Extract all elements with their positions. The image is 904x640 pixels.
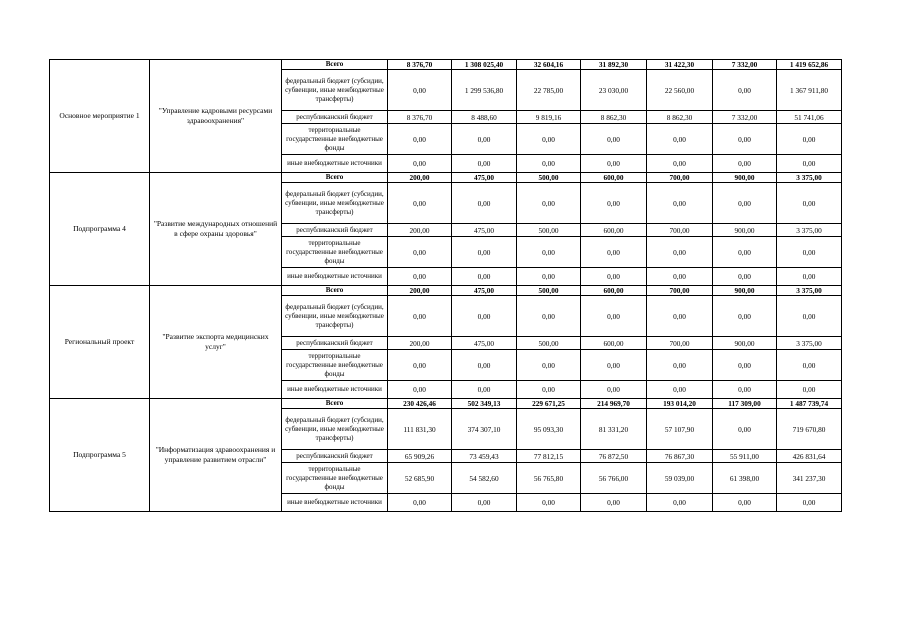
amount-cell: 700,00 bbox=[647, 286, 713, 296]
amount-cell: 0,00 bbox=[452, 268, 517, 286]
amount-cell: 900,00 bbox=[713, 337, 777, 350]
funding-source-cell: Всего bbox=[282, 399, 388, 409]
amount-cell: 7 332,00 bbox=[713, 60, 777, 70]
amount-cell: 600,00 bbox=[581, 224, 647, 237]
amount-cell: 0,00 bbox=[647, 381, 713, 399]
amount-cell: 0,00 bbox=[647, 494, 713, 512]
amount-cell: 0,00 bbox=[713, 183, 777, 224]
amount-cell: 0,00 bbox=[517, 124, 581, 155]
amount-cell: 0,00 bbox=[388, 155, 452, 173]
total-amount-cell: 0,00 bbox=[777, 237, 842, 268]
amount-cell: 0,00 bbox=[452, 350, 517, 381]
amount-cell: 230 426,46 bbox=[388, 399, 452, 409]
amount-cell: 0,00 bbox=[388, 124, 452, 155]
amount-cell: 0,00 bbox=[581, 183, 647, 224]
total-amount-cell: 3 375,00 bbox=[777, 337, 842, 350]
total-amount-cell: 1 487 739,74 bbox=[777, 399, 842, 409]
table-row-total bbox=[50, 173, 842, 183]
amount-cell: 0,00 bbox=[647, 350, 713, 381]
amount-cell: 214 969,70 bbox=[581, 399, 647, 409]
amount-cell: 500,00 bbox=[517, 337, 581, 350]
amount-cell: 59 039,00 bbox=[647, 463, 713, 494]
amount-cell: 0,00 bbox=[517, 237, 581, 268]
program-name-cell: "Развитие международных отношений в сфере охраны здоровья" bbox=[150, 173, 282, 286]
amount-cell: 0,00 bbox=[388, 296, 452, 337]
total-amount-cell: 1 367 911,80 bbox=[777, 70, 842, 111]
amount-cell: 0,00 bbox=[388, 381, 452, 399]
amount-cell: 56 766,00 bbox=[581, 463, 647, 494]
amount-cell: 0,00 bbox=[581, 124, 647, 155]
funding-source-cell: иные внебюджетные источники bbox=[282, 155, 388, 173]
total-amount-cell: 341 237,30 bbox=[777, 463, 842, 494]
amount-cell: 0,00 bbox=[388, 70, 452, 111]
total-amount-cell: 0,00 bbox=[777, 155, 842, 173]
funding-source-cell: республиканский бюджет bbox=[282, 224, 388, 237]
total-amount-cell: 0,00 bbox=[777, 350, 842, 381]
amount-cell: 502 349,13 bbox=[452, 399, 517, 409]
amount-cell: 0,00 bbox=[713, 237, 777, 268]
amount-cell: 700,00 bbox=[647, 337, 713, 350]
amount-cell: 0,00 bbox=[713, 350, 777, 381]
total-amount-cell: 3 375,00 bbox=[777, 286, 842, 296]
funding-table-body bbox=[50, 60, 842, 512]
amount-cell: 0,00 bbox=[713, 268, 777, 286]
amount-cell: 54 582,60 bbox=[452, 463, 517, 494]
amount-cell: 77 812,15 bbox=[517, 450, 581, 463]
program-name-cell: "Развитие экспорта медицинских услуг" bbox=[150, 286, 282, 399]
program-level-cell: Основное мероприятие 1 bbox=[50, 60, 150, 173]
amount-cell: 8 488,60 bbox=[452, 111, 517, 124]
funding-source-cell: республиканский бюджет bbox=[282, 111, 388, 124]
amount-cell: 0,00 bbox=[452, 296, 517, 337]
amount-cell: 600,00 bbox=[581, 286, 647, 296]
total-amount-cell: 3 375,00 bbox=[777, 224, 842, 237]
amount-cell: 55 911,00 bbox=[713, 450, 777, 463]
amount-cell: 52 685,90 bbox=[388, 463, 452, 494]
amount-cell: 200,00 bbox=[388, 286, 452, 296]
amount-cell: 1 299 536,80 bbox=[452, 70, 517, 111]
amount-cell: 229 671,25 bbox=[517, 399, 581, 409]
amount-cell: 0,00 bbox=[713, 124, 777, 155]
total-amount-cell: 719 670,80 bbox=[777, 409, 842, 450]
total-amount-cell: 0,00 bbox=[777, 296, 842, 337]
amount-cell: 111 831,30 bbox=[388, 409, 452, 450]
program-level-cell: Подпрограмма 4 bbox=[50, 173, 150, 286]
amount-cell: 31 892,30 bbox=[581, 60, 647, 70]
funding-source-cell: территориальные государственные внебюджетные фонды bbox=[282, 124, 388, 155]
amount-cell: 117 309,00 bbox=[713, 399, 777, 409]
amount-cell: 8 862,30 bbox=[647, 111, 713, 124]
total-amount-cell: 3 375,00 bbox=[777, 173, 842, 183]
total-amount-cell: 0,00 bbox=[777, 381, 842, 399]
amount-cell: 0,00 bbox=[647, 237, 713, 268]
amount-cell: 0,00 bbox=[581, 296, 647, 337]
amount-cell: 61 398,00 bbox=[713, 463, 777, 494]
amount-cell: 0,00 bbox=[388, 183, 452, 224]
funding-source-cell: Всего bbox=[282, 286, 388, 296]
amount-cell: 700,00 bbox=[647, 173, 713, 183]
amount-cell: 0,00 bbox=[713, 409, 777, 450]
amount-cell: 7 332,00 bbox=[713, 111, 777, 124]
program-level-cell: Региональный проект bbox=[50, 286, 150, 399]
total-amount-cell: 0,00 bbox=[777, 494, 842, 512]
amount-cell: 22 785,00 bbox=[517, 70, 581, 111]
amount-cell: 600,00 bbox=[581, 173, 647, 183]
amount-cell: 700,00 bbox=[647, 224, 713, 237]
amount-cell: 32 604,16 bbox=[517, 60, 581, 70]
amount-cell: 500,00 bbox=[517, 173, 581, 183]
funding-source-cell: иные внебюджетные источники bbox=[282, 494, 388, 512]
amount-cell: 57 107,90 bbox=[647, 409, 713, 450]
amount-cell: 0,00 bbox=[647, 124, 713, 155]
total-amount-cell: 51 741,06 bbox=[777, 111, 842, 124]
amount-cell: 0,00 bbox=[388, 268, 452, 286]
amount-cell: 0,00 bbox=[517, 183, 581, 224]
amount-cell: 475,00 bbox=[452, 286, 517, 296]
amount-cell: 0,00 bbox=[452, 494, 517, 512]
amount-cell: 200,00 bbox=[388, 173, 452, 183]
funding-table bbox=[49, 59, 842, 512]
amount-cell: 0,00 bbox=[581, 381, 647, 399]
amount-cell: 31 422,30 bbox=[647, 60, 713, 70]
total-amount-cell: 0,00 bbox=[777, 183, 842, 224]
amount-cell: 0,00 bbox=[713, 70, 777, 111]
program-name-cell: "Управление кадровыми ресурсами здравоохранения" bbox=[150, 60, 282, 173]
amount-cell: 0,00 bbox=[581, 155, 647, 173]
amount-cell: 23 030,00 bbox=[581, 70, 647, 111]
amount-cell: 900,00 bbox=[713, 173, 777, 183]
amount-cell: 0,00 bbox=[581, 350, 647, 381]
amount-cell: 0,00 bbox=[517, 381, 581, 399]
amount-cell: 0,00 bbox=[452, 183, 517, 224]
funding-source-cell: территориальные государственные внебюджетные фонды bbox=[282, 463, 388, 494]
amount-cell: 0,00 bbox=[517, 350, 581, 381]
amount-cell: 475,00 bbox=[452, 224, 517, 237]
amount-cell: 0,00 bbox=[713, 494, 777, 512]
amount-cell: 0,00 bbox=[647, 268, 713, 286]
funding-source-cell: республиканский бюджет bbox=[282, 450, 388, 463]
table-row-total bbox=[50, 399, 842, 409]
total-amount-cell: 0,00 bbox=[777, 124, 842, 155]
amount-cell: 0,00 bbox=[452, 155, 517, 173]
amount-cell: 0,00 bbox=[452, 381, 517, 399]
amount-cell: 475,00 bbox=[452, 173, 517, 183]
total-amount-cell: 1 419 652,86 bbox=[777, 60, 842, 70]
amount-cell: 73 459,43 bbox=[452, 450, 517, 463]
amount-cell: 0,00 bbox=[581, 268, 647, 286]
amount-cell: 22 560,00 bbox=[647, 70, 713, 111]
total-amount-cell: 0,00 bbox=[777, 268, 842, 286]
amount-cell: 76 867,30 bbox=[647, 450, 713, 463]
amount-cell: 0,00 bbox=[647, 296, 713, 337]
funding-source-cell: федеральный бюджет (субсидии, субвенции, иные межбюджетные трансферты) bbox=[282, 70, 388, 111]
amount-cell: 0,00 bbox=[388, 494, 452, 512]
amount-cell: 900,00 bbox=[713, 286, 777, 296]
amount-cell: 9 819,16 bbox=[517, 111, 581, 124]
amount-cell: 374 307,10 bbox=[452, 409, 517, 450]
amount-cell: 0,00 bbox=[517, 268, 581, 286]
amount-cell: 500,00 bbox=[517, 224, 581, 237]
amount-cell: 600,00 bbox=[581, 337, 647, 350]
amount-cell: 0,00 bbox=[517, 494, 581, 512]
amount-cell: 0,00 bbox=[647, 155, 713, 173]
funding-source-cell: федеральный бюджет (субсидии, субвенции, иные межбюджетные трансферты) bbox=[282, 183, 388, 224]
amount-cell: 500,00 bbox=[517, 286, 581, 296]
amount-cell: 8 862,30 bbox=[581, 111, 647, 124]
funding-source-cell: территориальные государственные внебюджетные фонды bbox=[282, 237, 388, 268]
amount-cell: 0,00 bbox=[517, 155, 581, 173]
amount-cell: 0,00 bbox=[388, 237, 452, 268]
amount-cell: 0,00 bbox=[452, 237, 517, 268]
amount-cell: 193 014,20 bbox=[647, 399, 713, 409]
funding-source-cell: территориальные государственные внебюджетные фонды bbox=[282, 350, 388, 381]
funding-source-cell: федеральный бюджет (субсидии, субвенции, иные межбюджетные трансферты) bbox=[282, 296, 388, 337]
amount-cell: 0,00 bbox=[713, 296, 777, 337]
amount-cell: 76 872,50 bbox=[581, 450, 647, 463]
amount-cell: 0,00 bbox=[517, 296, 581, 337]
amount-cell: 0,00 bbox=[581, 494, 647, 512]
funding-source-cell: республиканский бюджет bbox=[282, 337, 388, 350]
amount-cell: 0,00 bbox=[647, 183, 713, 224]
amount-cell: 0,00 bbox=[713, 381, 777, 399]
funding-source-cell: Всего bbox=[282, 173, 388, 183]
table-row-total bbox=[50, 286, 842, 296]
amount-cell: 65 909,26 bbox=[388, 450, 452, 463]
amount-cell: 475,00 bbox=[452, 337, 517, 350]
funding-source-cell: федеральный бюджет (субсидии, субвенции, иные межбюджетные трансферты) bbox=[282, 409, 388, 450]
program-level-cell: Подпрограмма 5 bbox=[50, 399, 150, 512]
program-name-cell: "Информатизация здравоохранения и управление развитием отрасли" bbox=[150, 399, 282, 512]
amount-cell: 0,00 bbox=[581, 237, 647, 268]
amount-cell: 8 376,70 bbox=[388, 111, 452, 124]
amount-cell: 200,00 bbox=[388, 337, 452, 350]
table-row-total bbox=[50, 60, 842, 70]
funding-source-cell: иные внебюджетные источники bbox=[282, 381, 388, 399]
amount-cell: 900,00 bbox=[713, 224, 777, 237]
funding-source-cell: иные внебюджетные источники bbox=[282, 268, 388, 286]
amount-cell: 56 765,80 bbox=[517, 463, 581, 494]
amount-cell: 0,00 bbox=[388, 350, 452, 381]
amount-cell: 95 093,30 bbox=[517, 409, 581, 450]
amount-cell: 200,00 bbox=[388, 224, 452, 237]
total-amount-cell: 426 831,64 bbox=[777, 450, 842, 463]
amount-cell: 81 331,20 bbox=[581, 409, 647, 450]
amount-cell: 0,00 bbox=[452, 124, 517, 155]
amount-cell: 8 376,70 bbox=[388, 60, 452, 70]
funding-source-cell: Всего bbox=[282, 60, 388, 70]
amount-cell: 0,00 bbox=[713, 155, 777, 173]
amount-cell: 1 308 025,40 bbox=[452, 60, 517, 70]
